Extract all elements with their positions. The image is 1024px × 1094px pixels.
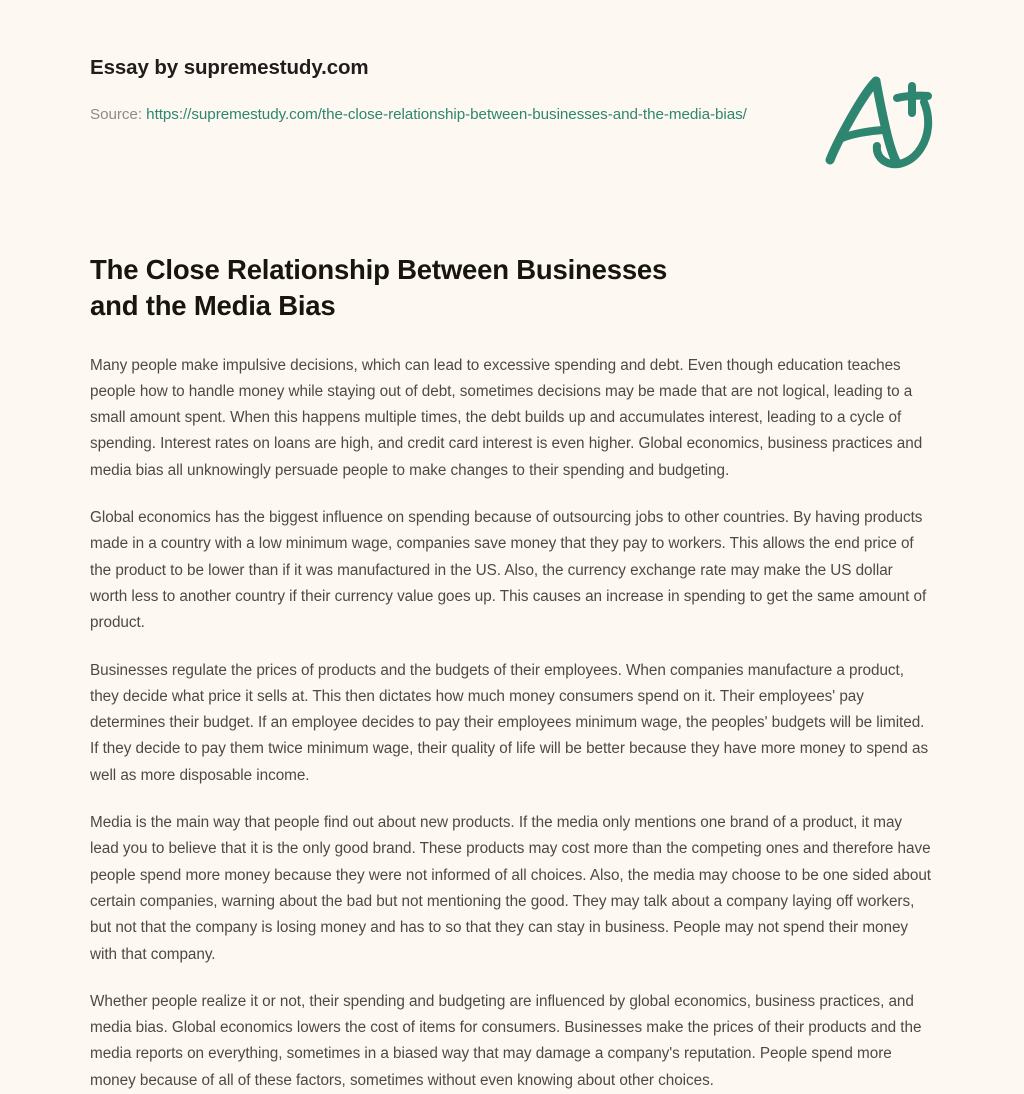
- paragraph: Whether people realize it or not, their spending and budgeting are influenced by global economics, business practices, and media bias. Global economics lowers the cost of items for consumers. Businesses make the prices of their products and the media reports on everything, sometimes in a biased way that may damage a company's reputation. People spend more money because of all of these factors, sometimes without even knowing about other choices.: [90, 992, 922, 1089]
- source-url-link[interactable]: https://supremestudy.com/the-close-relationship-between-businesses-and-the-media-bias/: [146, 105, 747, 123]
- paragraph: Many people make impulsive decisions, which can lead to excessive spending and debt. Even though education teaches people how to handle money while staying out of debt, sometimes decisions may be made that are not logical, leading to a small amount spent. When this happens multiple times, the debt builds up and accumulates interest, leading to a cycle of spending. Interest rates on loans are high, and credit card interest is even higher. Global economics, business practices and media bias all unknowingly persuade people to make changes to their spending and budgeting.: [90, 356, 923, 479]
- source-line: [90, 103, 750, 128]
- a-plus-logo-icon: [820, 68, 938, 174]
- article-body: [90, 353, 934, 1094]
- source-label: Source:: [90, 105, 142, 123]
- byline: Essay by supremestudy.com: [90, 56, 369, 79]
- paragraph: Media is the main way that people find out about new products. If the media only mentions one brand of a product, it may lead you to believe that it is the only good brand. These products may cost more than the competing ones and therefore have people spend more money because they were not informed of all choices. Also, the media may choose to be one sided about certain companies, warning about the bad but not mentioning the good. They may talk about a company laying off workers, but not that the company is losing money and has to so that they can stay in business. People may not spend their money with that company.: [90, 814, 931, 963]
- page-title: The Close Relationship Between Businesses and the Media Bias: [90, 254, 668, 322]
- paragraph: Businesses regulate the prices of products and the budgets of their employees. When companies manufacture a product, they decide what price it sells at. This then dictates how much money consumers spend on it. Their employees' pay determines their budget. If an employee decides to pay their employees minimum wage, the peoples' budgets will be limited. If they decide to pay them twice minimum wage, their quality of life will be better because they have more money to spend as well as more disposable income.: [90, 661, 929, 784]
- paragraph: Global economics has the biggest influence on spending because of outsourcing jobs to other countries. By having products made in a country with a low minimum wage, companies save money that they pay to workers. This allows the end price of the product to be lower than if it was manufactured in the US. Also, the currency exchange rate may make the US dollar worth less to another country if their currency value goes up. This causes an increase in spending to get the same amount of product.: [90, 509, 927, 632]
- page-header: [0, 0, 1024, 180]
